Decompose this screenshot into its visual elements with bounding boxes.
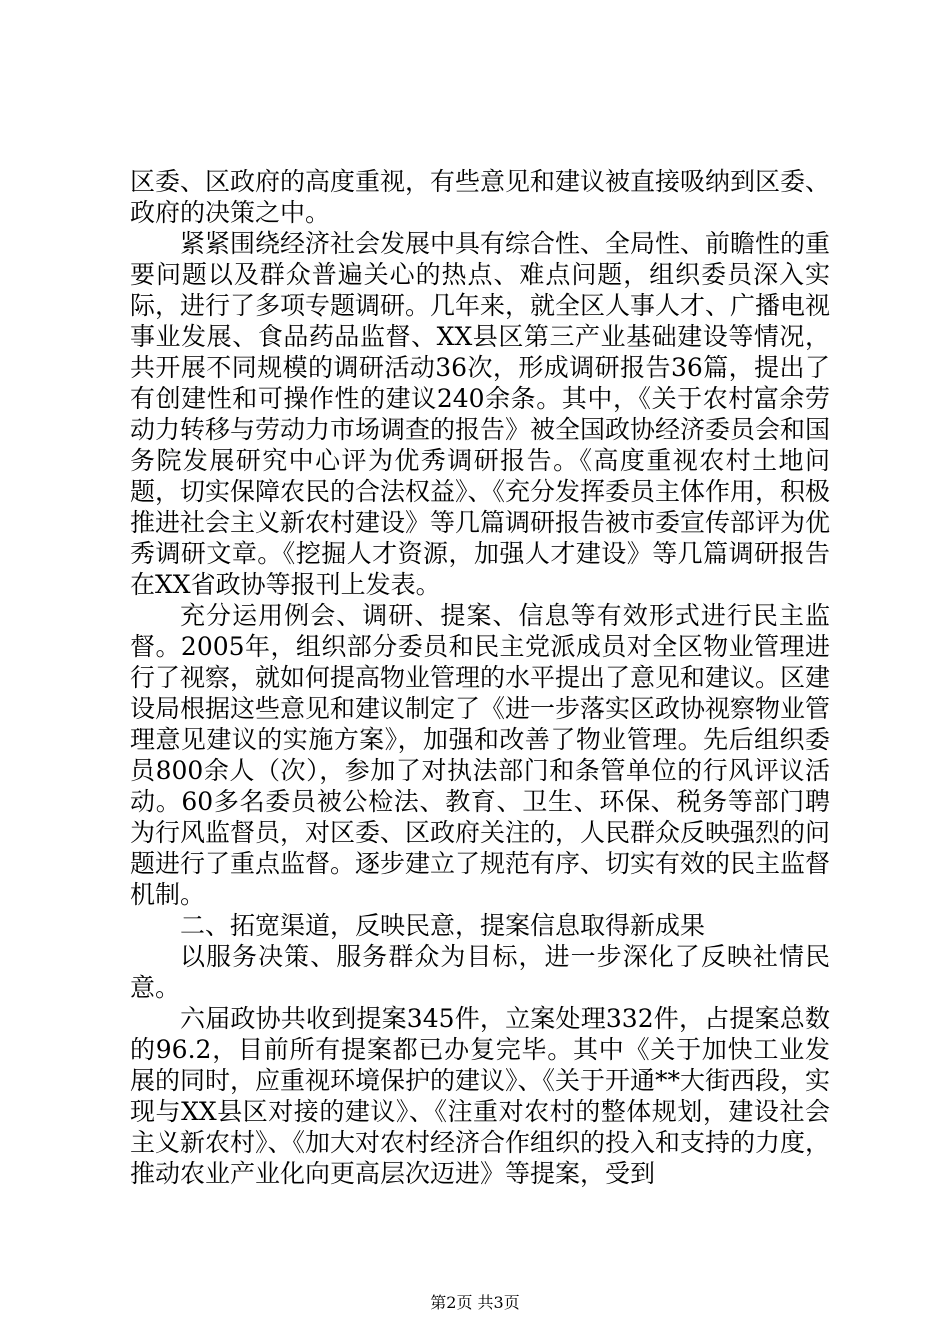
paragraph-3: 充分运用例会、调研、提案、信息等有效形式进行民主监督。2005年，组织部分委员和民主党派成员对全区物业管理进行了视察，就如何提高物业管理的水平提出了意见和建议。区建设局根据这些意见和建议制定了《进一步落实区政协视察物业管理意见建议的实施方案》，加强和改善了物业管理。先后组织委员800余人（次），参加了对执法部门和条管单位的行风评议活动。60多名委员被公检法、教育、卫生、环保、税务等部门聘为行风监督员，对区委、区政府关注的，人民群众反映强烈的问题进行了重点监督。逐步建立了规范有序、切实有效的民主监督机制。 xyxy=(130,601,831,909)
paragraph-5: 六届政协共收到提案345件，立案处理332件，占提案总数的96.2，目前所有提案都已办复完毕。其中《关于加快工业发展的同时，应重视环境保护的建议》、《关于开通**大街西段，实现与XX县区对接的建议》、《注重对农村的整体规划，建设社会主义新农村》、《加大对农村经济合作组织的投入和支持的力度，推动农业产业化向更高层次迈进》等提案，受到 xyxy=(130,1004,831,1188)
paragraph-2: 紧紧围绕经济社会发展中具有综合性、全局性、前瞻性的重要问题以及群众普遍关心的热点、难点问题，组织委员深入实际，进行了多项专题调研。几年来，就全区人事人才、广播电视事业发展、食品药品监督、XX县区第三产业基础建设等情况，共开展不同规模的调研活动36次，形成调研报告36篇，提出了有创建性和可操作性的建议240余条。其中，《关于农村富余劳动力转移与劳动力市场调查的报告》被全国政协经济委员会和国务院发展研究中心评为优秀调研报告。《高度重视农村土地问题，切实保障农民的合法权益》、《充分发挥委员主体作用，积极推进社会主义新农村建设》等几篇调研报告被市委宣传部评为优秀调研文章。《挖掘人才资源，加强人才建设》等几篇调研报告在XX省政协等报刊上发表。 xyxy=(130,229,831,599)
page-footer: 第2页 共3页 xyxy=(430,1293,520,1312)
paragraph-4: 以服务决策、服务群众为目标，进一步深化了反映社情民意。 xyxy=(130,942,830,1002)
document-body xyxy=(130,166,830,1189)
section-heading: 二、拓宽渠道，反映民意，提案信息取得新成果 xyxy=(180,911,706,940)
paragraph-1: 区委、区政府的高度重视，有些意见和建议被直接吸纳到区委、政府的决策之中。 xyxy=(130,167,831,227)
